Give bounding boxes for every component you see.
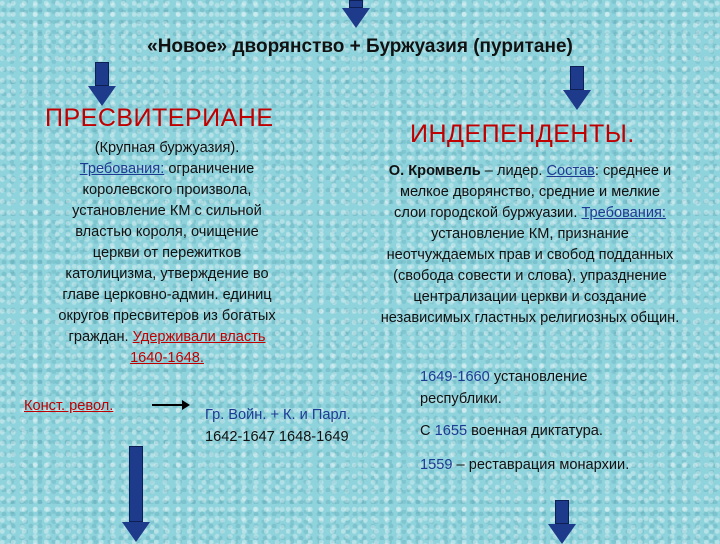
text-line: централизации церкви и создание bbox=[413, 289, 647, 305]
arrow-right-icon bbox=[152, 404, 188, 406]
held-power-label: Удерживали власть bbox=[132, 329, 266, 345]
text-line: слои городской буржуазии. bbox=[394, 205, 578, 221]
text-line: (свобода совести и слова), упразднение bbox=[393, 268, 667, 284]
leader-name: О. Кромвель bbox=[388, 163, 481, 179]
text-line: католицизма, утверждение во bbox=[65, 266, 269, 282]
composition-rest: : среднее и bbox=[594, 163, 672, 179]
arrow-down-bottom-left-icon bbox=[122, 446, 150, 542]
civil-war-block bbox=[205, 404, 351, 448]
restoration-line bbox=[420, 454, 629, 476]
text-line: неотчуждаемых прав и свобод подданных bbox=[386, 247, 674, 263]
text-line: королевского произвола, bbox=[82, 182, 252, 198]
independents-req-label: Требования: bbox=[581, 205, 666, 221]
text-line: главе церковно-админ. единиц bbox=[62, 287, 272, 303]
dictatorship-year: 1655 bbox=[434, 423, 468, 439]
presbyterians-held-power-line bbox=[8, 327, 326, 348]
held-power-years: 1640-1648. bbox=[130, 350, 204, 366]
text-line: властью короля, очищение bbox=[75, 224, 259, 240]
restoration-text: – реставрация монархии. bbox=[456, 457, 630, 473]
republic-years: 1649-1660 bbox=[420, 369, 490, 385]
dictatorship-prefix: С bbox=[420, 423, 431, 439]
republic-text: установление bbox=[493, 369, 588, 385]
presbyterians-description bbox=[8, 138, 326, 369]
text-line: установление КМ с сильной bbox=[72, 203, 262, 219]
arrow-down-top-icon bbox=[342, 0, 370, 28]
independents-req-line bbox=[340, 203, 720, 224]
text-line: мелкое дворянство, средние и мелкие bbox=[399, 184, 661, 200]
presbyterians-subtitle: (Крупная буржуазия). bbox=[94, 140, 240, 156]
independents-leader-line bbox=[340, 161, 720, 182]
civil-war-label: Гр. Войн. + К. и Парл. bbox=[205, 407, 351, 423]
republic-line-2: республики. bbox=[420, 391, 502, 407]
text-line: независимых гластных религиозных общин. bbox=[380, 310, 680, 326]
text-line: граждан. bbox=[68, 329, 129, 345]
text-line: округов пресвитеров из богатых bbox=[58, 308, 276, 324]
arrow-down-right-icon bbox=[563, 66, 591, 110]
dictatorship-line bbox=[420, 420, 603, 442]
presbyterians-req-text: ограничение bbox=[168, 161, 255, 177]
presbyterians-requirements-line bbox=[8, 159, 326, 180]
civil-war-years: 1642-1647 1648-1649 bbox=[205, 429, 349, 445]
republic-line bbox=[420, 366, 587, 388]
independents-description bbox=[340, 161, 720, 329]
page-title: «Новое» дворянство + Буржуазия (пуритане) bbox=[147, 36, 573, 57]
text-line: установление КМ, признание bbox=[431, 226, 629, 242]
independents-heading: ИНДЕПЕНДЕНТЫ. bbox=[410, 120, 635, 148]
text-line: церкви от пережитков bbox=[92, 245, 242, 261]
arrow-down-bottom-right-icon bbox=[548, 500, 576, 544]
leader-rest: – лидер. bbox=[484, 163, 543, 179]
dictatorship-text: военная диктатура. bbox=[471, 423, 603, 439]
presbyterians-req-label: Требования: bbox=[79, 161, 165, 177]
presbyterians-heading: ПРЕСВИТЕРИАНЕ bbox=[45, 104, 274, 132]
composition-label: Состав bbox=[546, 163, 595, 179]
constitutional-revolution-label: Конст. револ. bbox=[24, 398, 114, 414]
restoration-year: 1559 bbox=[420, 457, 453, 473]
arrow-down-left-icon bbox=[88, 62, 116, 106]
